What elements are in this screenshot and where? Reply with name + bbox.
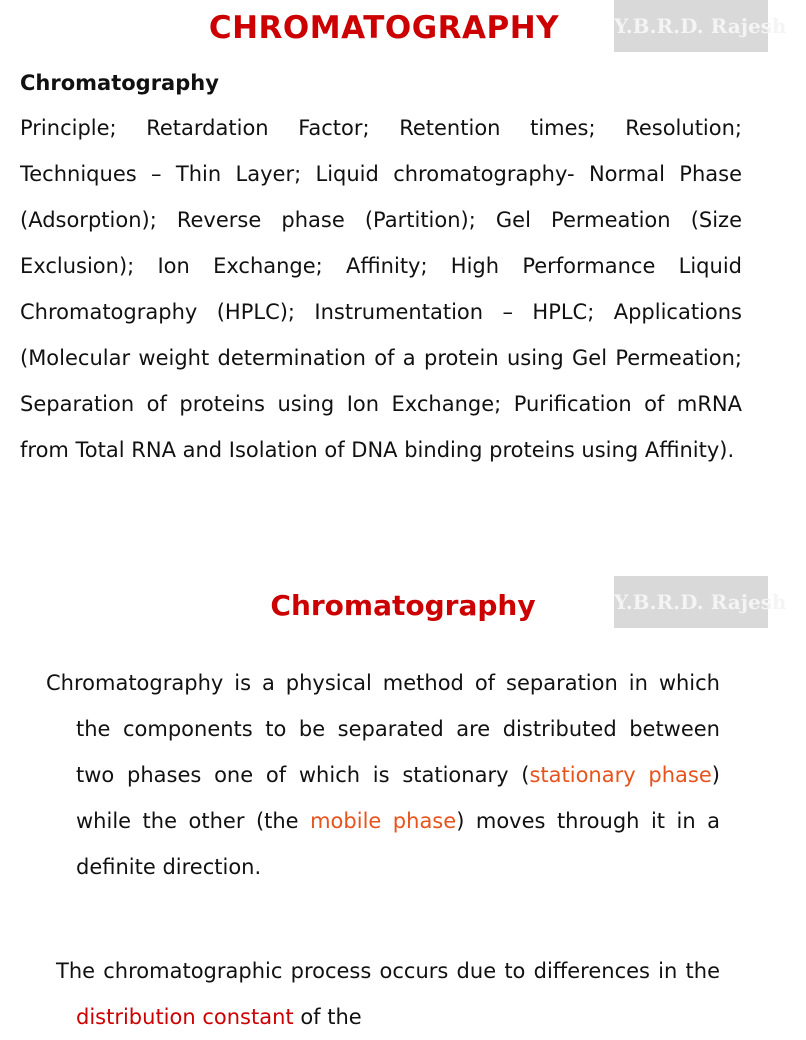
mobile-phase-term: mobile phase bbox=[310, 809, 457, 833]
process-text: The chromatographic process occurs due to differences in the bbox=[56, 959, 720, 983]
slide-title: Chromatography bbox=[270, 589, 536, 622]
syllabus-text: Principle; Retardation Factor; Retention times; Resolution; Techniques – Thin Layer; Liquid chromatography- Normal Phase (Adsorption); Reverse phase (Partition); Gel Permeation (Size Exclusion); Ion Exchange; Affinity; High Performance Liquid Chromatography (HPLC); Instrumentation – HPLC; Applications (Molecular weight determination of a protein using Gel Permeation; Separation of proteins using Ion Exchange; Purification of mRNA from Total RNA and Isolation of DNA binding proteins using Affinity). bbox=[20, 116, 742, 462]
process-paragraph bbox=[56, 948, 720, 1040]
stationary-phase-term: stationary phase bbox=[529, 763, 712, 787]
section-heading: Chromatography bbox=[20, 71, 219, 95]
watermark: Y.B.R.D. Rajesh bbox=[614, 576, 768, 628]
process-text: of the bbox=[293, 1005, 362, 1029]
slide-definition bbox=[0, 570, 787, 1029]
distribution-constant-term: distribution constant bbox=[76, 1005, 294, 1029]
definition-text: ) while the other (the bbox=[76, 763, 720, 833]
definition-paragraph bbox=[46, 660, 720, 890]
page-title: CHROMATOGRAPHY bbox=[208, 10, 560, 46]
definition-text: Chromatography is a physical method of separation in which the components to be separated are distributed between two phases one of which is stationary ( bbox=[46, 671, 720, 787]
definition-text: ) moves through it in a definite direction. bbox=[76, 809, 720, 879]
watermark: Y.B.R.D. Rajesh bbox=[614, 0, 768, 52]
